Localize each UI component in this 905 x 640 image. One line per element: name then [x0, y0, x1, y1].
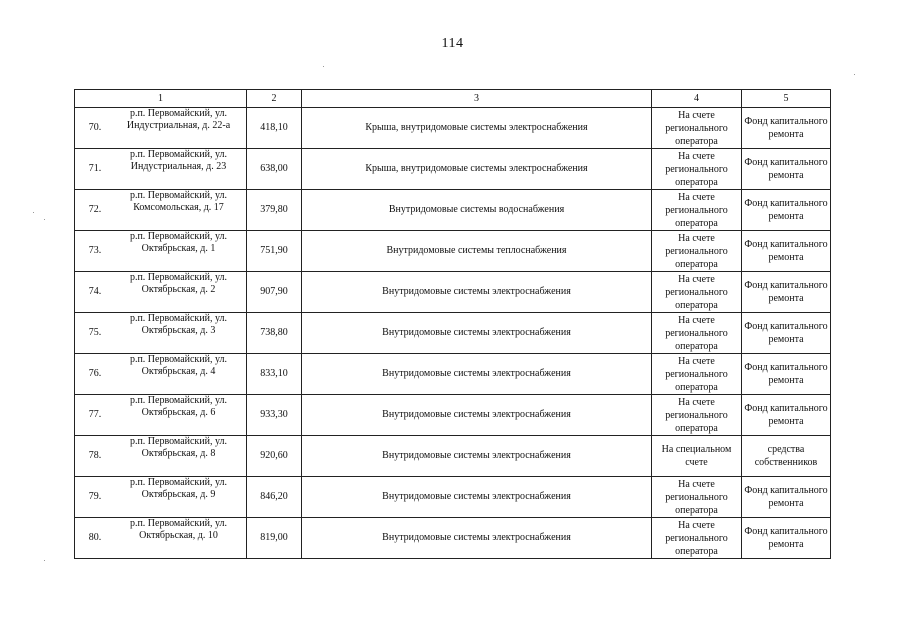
- table-row: [75, 477, 831, 518]
- column-number-2: 2: [247, 90, 302, 108]
- address-cell: [75, 436, 247, 477]
- funding-source: Фонд капитального ремонта: [742, 108, 831, 149]
- house-area: 638,00: [247, 149, 302, 190]
- column-number-3: 3: [302, 90, 652, 108]
- house-address: р.п. Первомайский, ул. Октябрьская, д. 10: [129, 518, 228, 541]
- house-address: р.п. Первомайский, ул. Октябрьская, д. 1: [129, 231, 228, 254]
- address-cell: [75, 395, 247, 436]
- repair-works: Внутридомовые системы водоснабжения: [302, 190, 652, 231]
- house-address: р.п. Первомайский, ул. Октябрьская, д. 2: [129, 272, 228, 295]
- scan-speck: [33, 212, 34, 213]
- house-address: р.п. Первомайский, ул. Комсомольская, д. 17: [129, 190, 228, 213]
- table-row: [75, 436, 831, 477]
- fund-account: На счете регионального оператора: [652, 518, 742, 559]
- scan-speck: [323, 66, 324, 67]
- address-cell: [75, 518, 247, 559]
- row-number: 72.: [88, 204, 102, 215]
- address-cell: [75, 313, 247, 354]
- address-cell: [75, 108, 247, 149]
- fund-account: На счете регионального оператора: [652, 108, 742, 149]
- house-area: 833,10: [247, 354, 302, 395]
- house-area: 751,90: [247, 231, 302, 272]
- fund-account: На счете регионального оператора: [652, 313, 742, 354]
- house-area: 819,00: [247, 518, 302, 559]
- row-number: 71.: [88, 163, 102, 174]
- scan-speck: [44, 560, 45, 561]
- address-cell: [75, 272, 247, 313]
- page-number: 114: [441, 36, 464, 51]
- table-row: [75, 354, 831, 395]
- repair-works: Крыша, внутридомовые системы электроснабжения: [302, 108, 652, 149]
- table-body: [75, 90, 831, 559]
- house-area: 907,90: [247, 272, 302, 313]
- house-area: 418,10: [247, 108, 302, 149]
- fund-account: На счете регионального оператора: [652, 272, 742, 313]
- funding-source: Фонд капитального ремонта: [742, 231, 831, 272]
- funding-source: Фонд капитального ремонта: [742, 354, 831, 395]
- fund-account: На счете регионального оператора: [652, 477, 742, 518]
- scan-speck: [44, 219, 45, 220]
- house-address: р.п. Первомайский, ул. Октябрьская, д. 8: [129, 436, 228, 459]
- repair-works: Крыша, внутридомовые системы электроснабжения: [302, 149, 652, 190]
- funding-source: Фонд капитального ремонта: [742, 313, 831, 354]
- funding-source: Фонд капитального ремонта: [742, 395, 831, 436]
- row-number: 78.: [88, 450, 102, 461]
- funding-source: Фонд капитального ремонта: [742, 518, 831, 559]
- funding-source: Фонд капитального ремонта: [742, 190, 831, 231]
- fund-account: На специальном счете: [652, 436, 742, 477]
- house-area: 933,30: [247, 395, 302, 436]
- fund-account: На счете регионального оператора: [652, 149, 742, 190]
- row-number: 77.: [88, 409, 102, 420]
- row-number: 79.: [88, 491, 102, 502]
- house-area: 846,20: [247, 477, 302, 518]
- scan-speck: [854, 74, 855, 75]
- house-area: 920,60: [247, 436, 302, 477]
- column-number-row: [75, 90, 831, 108]
- repair-works: Внутридомовые системы электроснабжения: [302, 477, 652, 518]
- house-area: 379,80: [247, 190, 302, 231]
- table-row: [75, 149, 831, 190]
- repair-works: Внутридомовые системы электроснабжения: [302, 354, 652, 395]
- fund-account: На счете регионального оператора: [652, 231, 742, 272]
- house-area: 738,80: [247, 313, 302, 354]
- row-number: 74.: [88, 286, 102, 297]
- table-row: [75, 108, 831, 149]
- row-number: 75.: [88, 327, 102, 338]
- table-row: [75, 313, 831, 354]
- address-cell: [75, 477, 247, 518]
- repair-works: Внутридомовые системы электроснабжения: [302, 436, 652, 477]
- table-row: [75, 190, 831, 231]
- table-row: [75, 518, 831, 559]
- funding-source: Фонд капитального ремонта: [742, 272, 831, 313]
- row-number: 76.: [88, 368, 102, 379]
- funding-source: средства собственников: [742, 436, 831, 477]
- repair-works: Внутридомовые системы электроснабжения: [302, 518, 652, 559]
- table-row: [75, 231, 831, 272]
- table-row: [75, 272, 831, 313]
- funding-source: Фонд капитального ремонта: [742, 477, 831, 518]
- house-address: р.п. Первомайский, ул. Октябрьская, д. 9: [129, 477, 228, 500]
- row-number: 70.: [88, 122, 102, 133]
- repair-works: Внутридомовые системы электроснабжения: [302, 313, 652, 354]
- repair-program-table: [74, 89, 831, 559]
- house-address: р.п. Первомайский, ул. Индустриальная, д. 23: [129, 149, 228, 172]
- row-number: 80.: [88, 532, 102, 543]
- table-row: [75, 395, 831, 436]
- address-cell: [75, 149, 247, 190]
- house-address: р.п. Первомайский, ул. Индустриальная, д. 22-а: [126, 108, 231, 131]
- address-cell: [75, 190, 247, 231]
- address-cell: [75, 231, 247, 272]
- address-cell: [75, 354, 247, 395]
- column-number-5: 5: [742, 90, 831, 108]
- column-number-1: 1: [75, 90, 247, 108]
- house-address: р.п. Первомайский, ул. Октябрьская, д. 4: [129, 354, 228, 377]
- repair-works: Внутридомовые системы электроснабжения: [302, 395, 652, 436]
- fund-account: На счете регионального оператора: [652, 190, 742, 231]
- fund-account: На счете регионального оператора: [652, 354, 742, 395]
- house-address: р.п. Первомайский, ул. Октябрьская, д. 6: [129, 395, 228, 418]
- row-number: 73.: [88, 245, 102, 256]
- fund-account: На счете регионального оператора: [652, 395, 742, 436]
- funding-source: Фонд капитального ремонта: [742, 149, 831, 190]
- house-address: р.п. Первомайский, ул. Октябрьская, д. 3: [129, 313, 228, 336]
- column-number-4: 4: [652, 90, 742, 108]
- repair-works: Внутридомовые системы электроснабжения: [302, 272, 652, 313]
- repair-works: Внутридомовые системы теплоснабжения: [302, 231, 652, 272]
